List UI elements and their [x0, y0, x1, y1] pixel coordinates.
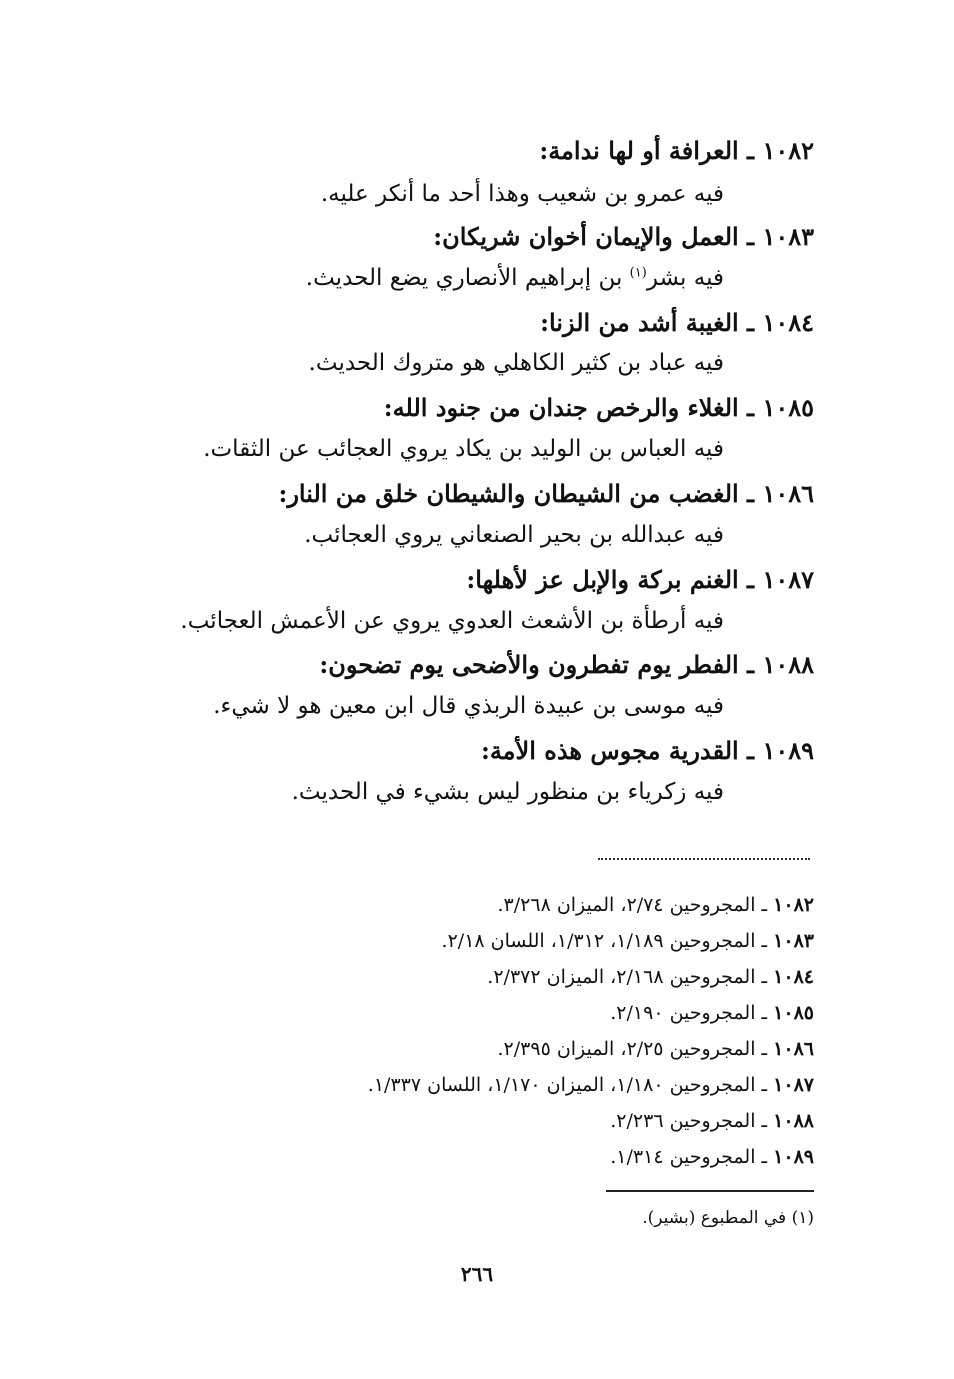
entry-number: ١٠٨٦	[762, 479, 814, 508]
source-text: المجروحين ٢/١٦٨، الميزان ٢/٣٧٢.	[487, 966, 756, 988]
source-text: المجروحين ١/١٨٩، ١/٣١٢، اللسان ٢/١٨.	[441, 930, 756, 952]
entry-title: الغيبة أشد من الزنا:	[540, 308, 739, 337]
entry-title: القدرية مجوس هذه الأمة:	[480, 736, 739, 765]
source-text: المجروحين ١/١٨٠، الميزان ١/١٧٠، اللسان ١/٣٣٧.	[367, 1074, 756, 1096]
source-reference	[498, 1038, 815, 1060]
entry-heading	[466, 565, 814, 594]
entry-title: الفطر يوم تفطرون والأضحى يوم تضحون:	[319, 650, 739, 679]
entry-title: الغنم بركة والإبل عز لأهلها:	[466, 565, 739, 594]
source-reference	[487, 966, 814, 988]
source-reference	[368, 1074, 814, 1096]
source-reference	[610, 1110, 814, 1132]
entry-body: فيه العباس بن الوليد بن يكاد يروي العجائب عن الثقات.	[203, 436, 724, 462]
entry-title: العرافة أو لها ندامة:	[539, 136, 739, 165]
source-text: المجروحين ٢/٢٥، الميزان ٢/٣٩٥.	[497, 1038, 756, 1060]
page-number: ٢٦٦	[460, 1262, 494, 1286]
entry-number: ١٠٨٤	[762, 308, 814, 337]
source-number: ١٠٨٣	[773, 930, 814, 952]
source-dash: ـ	[761, 1074, 768, 1096]
entry-body	[306, 265, 724, 291]
source-text: المجروحين ٢/١٩٠.	[610, 1002, 756, 1024]
source-number: ١٠٨٨	[773, 1110, 814, 1132]
source-reference	[610, 1146, 814, 1168]
entry-dash: ـ	[747, 393, 755, 422]
source-dash: ـ	[761, 1002, 768, 1024]
entry-heading	[540, 308, 814, 337]
source-text: المجروحين ٢/٢٣٦.	[610, 1110, 756, 1132]
source-reference	[498, 894, 815, 916]
entry-number: ١٠٨٣	[762, 222, 814, 251]
source-number: ١٠٨٩	[773, 1146, 814, 1168]
entry-number: ١٠٨٥	[762, 393, 814, 422]
entry-heading	[481, 736, 814, 765]
entry-body: فيه عمرو بن شعيب وهذا أحد ما أنكر عليه.	[320, 181, 724, 207]
entry-title: العمل والإيمان أخوان شريكان:	[433, 222, 739, 251]
footnote-ref: (١)	[629, 265, 647, 281]
source-reference	[610, 1002, 814, 1024]
entry-body-post: بن إبراهيم الأنصاري يضع الحديث.	[305, 265, 630, 291]
entry-body-pre: فيه بشر	[646, 265, 724, 291]
source-number: ١٠٨٦	[773, 1038, 814, 1060]
entry-body: فيه عباد بن كثير الكاهلي هو متروك الحديث.	[308, 350, 724, 376]
entry-dash: ـ	[747, 479, 755, 508]
entry-number: ١٠٨٢	[762, 136, 814, 165]
entry-number: ١٠٨٧	[762, 565, 814, 594]
entry-heading	[278, 479, 814, 508]
entry-heading	[384, 393, 814, 422]
entry-title: الغضب من الشيطان والشيطان خلق من النار:	[278, 479, 739, 508]
footnote: (١) في المطبوع (بشير).	[642, 1208, 814, 1228]
entry-body: فيه زكرياء بن منظور ليس بشيء في الحديث.	[291, 779, 724, 805]
entry-dash: ـ	[747, 222, 755, 251]
entry-heading	[433, 222, 814, 251]
entry-body: فيه عبدالله بن بحير الصنعاني يروي العجائب.	[304, 522, 724, 548]
entry-heading	[539, 136, 814, 165]
source-number: ١٠٨٥	[773, 1002, 814, 1024]
source-number: ١٠٨٢	[773, 894, 814, 916]
entry-dash: ـ	[747, 565, 755, 594]
entry-dash: ـ	[747, 650, 755, 679]
entry-dash: ـ	[747, 736, 755, 765]
source-dash: ـ	[761, 1146, 768, 1168]
source-number: ١٠٨٤	[773, 966, 814, 988]
entry-number: ١٠٨٩	[762, 736, 814, 765]
source-dash: ـ	[761, 1110, 768, 1132]
source-dash: ـ	[761, 930, 768, 952]
source-dash: ـ	[761, 894, 768, 916]
source-dash: ـ	[761, 1038, 768, 1060]
source-text: المجروحين ٢/٧٤، الميزان ٣/٢٦٨.	[497, 894, 756, 916]
source-text: المجروحين ١/٣١٤.	[610, 1146, 756, 1168]
source-reference	[442, 930, 814, 952]
entry-body: فيه أرطأة بن الأشعث العدوي يروي عن الأعمش العجائب.	[180, 608, 724, 634]
entry-number: ١٠٨٨	[762, 650, 814, 679]
footnote-rule	[606, 1190, 814, 1192]
source-dash: ـ	[761, 966, 768, 988]
dotted-separator	[598, 858, 810, 860]
entry-dash: ـ	[747, 136, 755, 165]
entry-dash: ـ	[747, 308, 755, 337]
entry-title: الغلاء والرخص جندان من جنود الله:	[383, 393, 739, 422]
entry-heading	[319, 650, 814, 679]
source-number: ١٠٨٧	[773, 1074, 814, 1096]
entry-body: فيه موسى بن عبيدة الربذي قال ابن معين هو لا شيء.	[213, 693, 724, 719]
